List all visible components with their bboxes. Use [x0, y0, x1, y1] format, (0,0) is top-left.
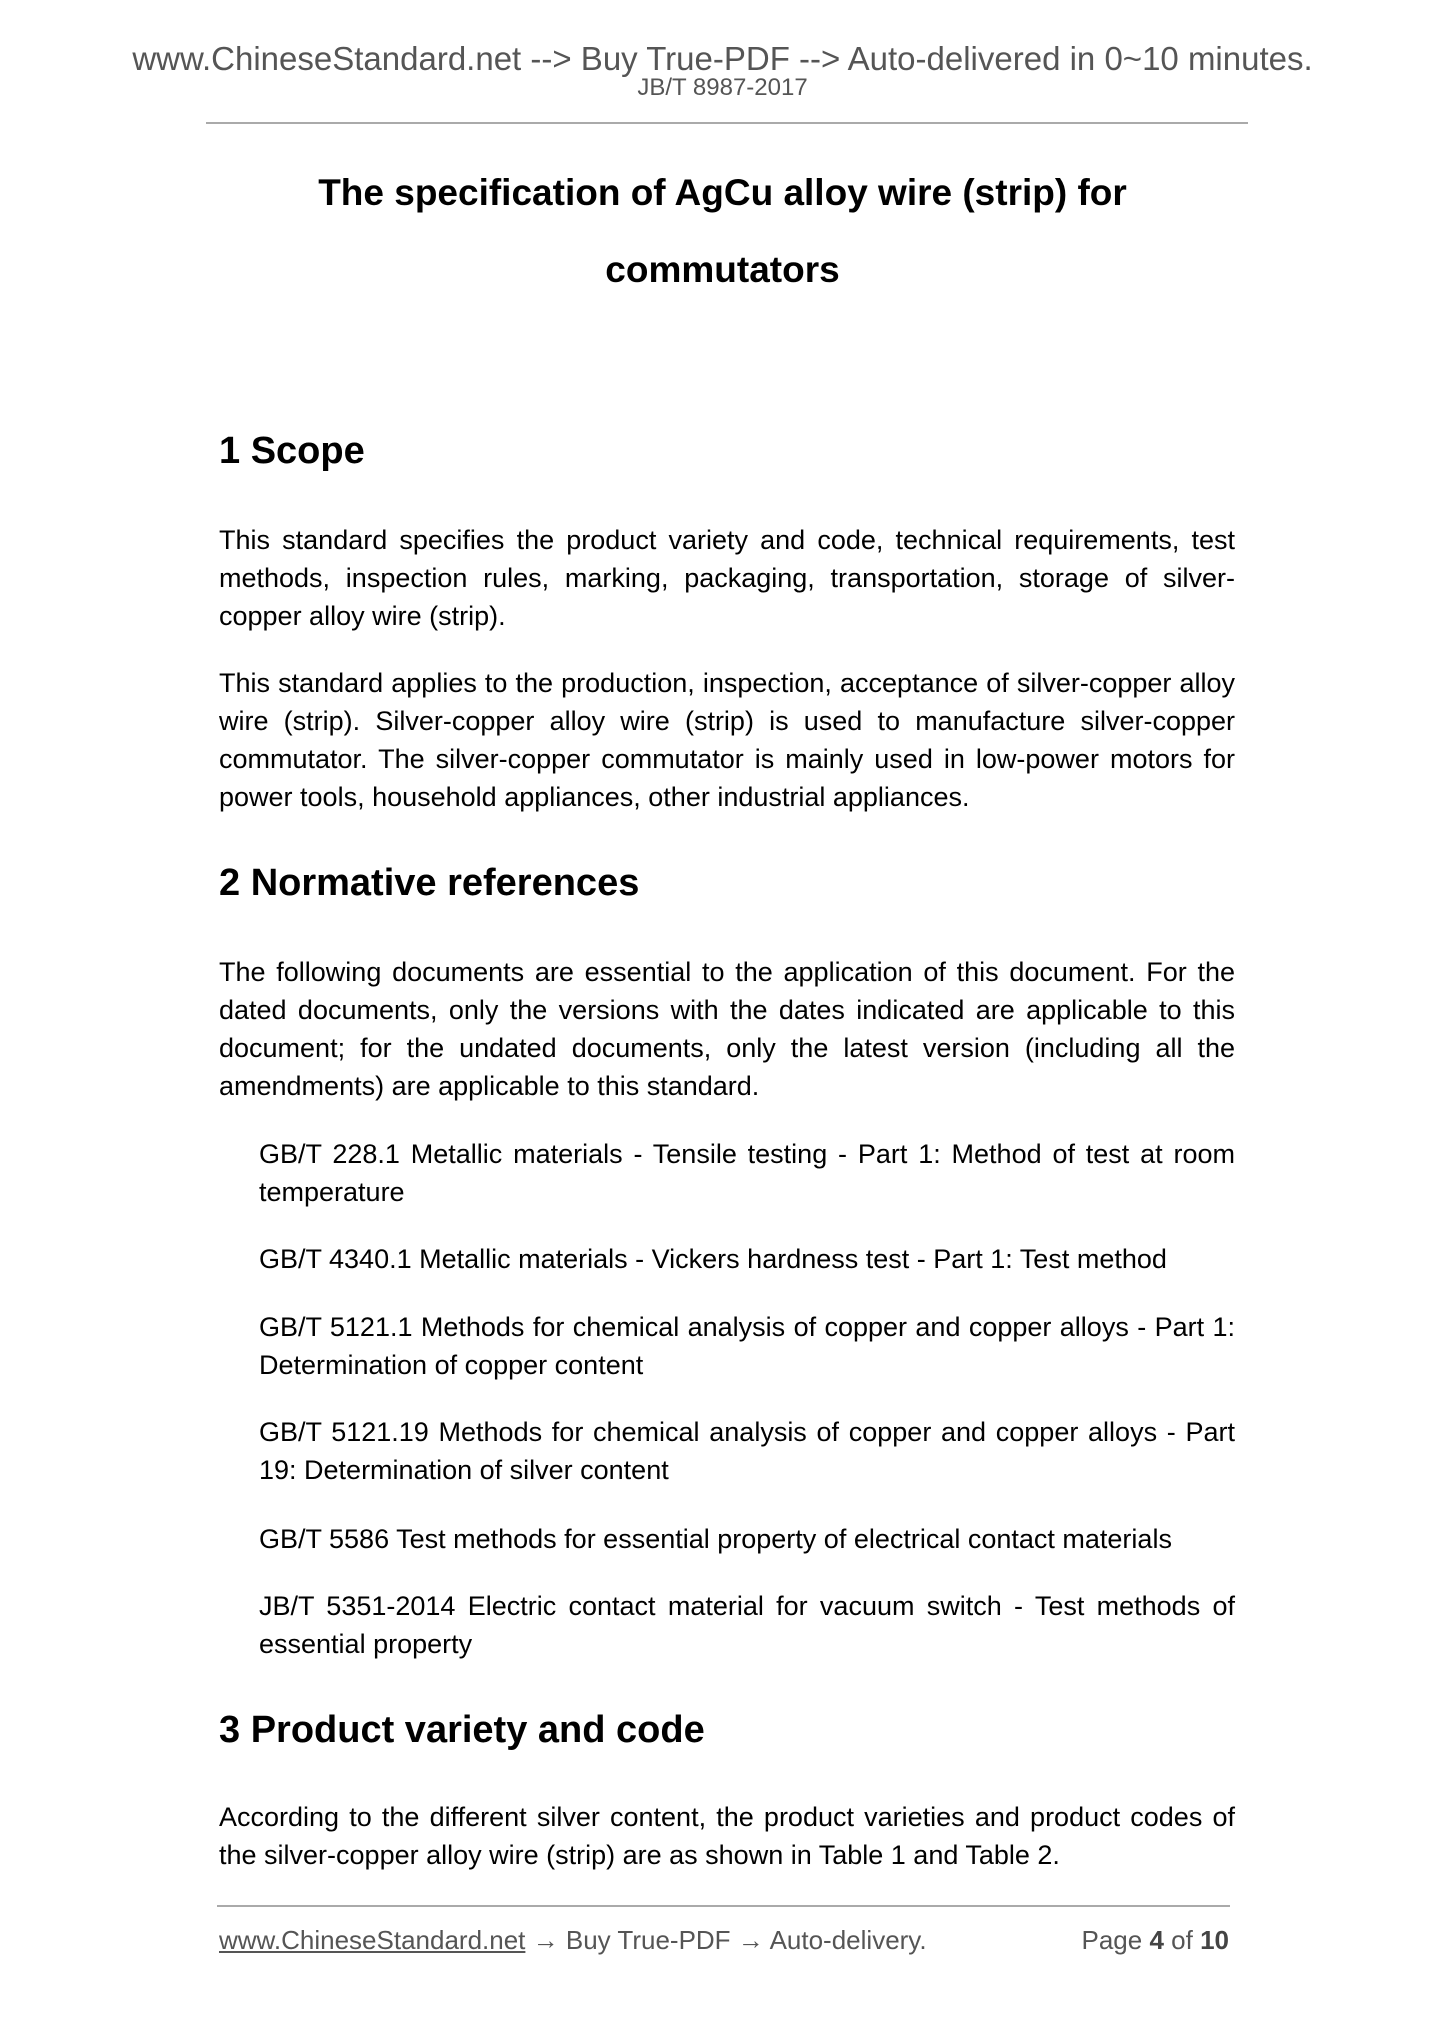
normative-intro: The following documents are essential to the application of this document. For the dated documents, only the versions with the dates indicated are applicable to this document; for the undated documents, only the latest version (including all the amendments) are applicable to this standard.	[219, 957, 1235, 1101]
product-paragraph: According to the different silver content, the product varieties and product codes of the silver-copper alloy wire (strip) are as shown in Table 1 and Table 2.	[219, 1802, 1235, 1870]
page-indicator	[1081, 1925, 1229, 1956]
footer-tagline: → Buy True-PDF → Auto-delivery.	[525, 1925, 927, 1955]
reference-item: JB/T 5351-2014 Electric contact material for vacuum switch - Test methods of essential property	[259, 1591, 1235, 1659]
footer-link[interactable]: www.ChineseStandard.net	[219, 1925, 526, 1955]
footer-divider	[217, 1905, 1230, 1907]
heading-scope: 1 Scope	[219, 430, 365, 472]
reference-item: GB/T 5121.19 Methods for chemical analysis of copper and copper alloys - Part 19: Determination of silver content	[259, 1417, 1235, 1485]
standard-code: JB/T 8987-2017	[637, 74, 808, 101]
reference-item: GB/T 4340.1 Metallic materials - Vickers hardness test - Part 1: Test method	[259, 1244, 1167, 1274]
reference-item: GB/T 228.1 Metallic materials - Tensile testing - Part 1: Method of test at room temperature	[259, 1139, 1235, 1207]
heading-normative-references: 2 Normative references	[219, 862, 640, 904]
heading-product-variety: 3 Product variety and code	[219, 1709, 705, 1751]
page-label: Page	[1081, 1925, 1143, 1955]
document-title-line1: The specification of AgCu alloy wire (strip) for	[318, 172, 1127, 213]
footer-text	[219, 1925, 927, 1956]
scope-paragraph-2: This standard applies to the production, inspection, acceptance of silver-copper alloy wire (strip). Silver-copper alloy wire (strip) is used to manufacture silver-copper commutator. The silver-copper commutator is mainly used in low-power motors for power tools, household appliances, other industrial appliances.	[219, 668, 1235, 812]
header-divider	[206, 122, 1248, 124]
of-label: of	[1171, 1925, 1193, 1955]
page-total: 10	[1200, 1925, 1229, 1955]
scope-paragraph-1: This standard specifies the product variety and code, technical requirements, test methods, inspection rules, marking, packaging, transportation, storage of silver-copper alloy wire (strip).	[219, 525, 1235, 631]
document-title-line2: commutators	[605, 249, 840, 290]
page-current: 4	[1149, 1925, 1164, 1955]
header-banner: www.ChineseStandard.net --> Buy True-PDF --> Auto-delivered in 0~10 minutes.	[132, 40, 1313, 77]
reference-item: GB/T 5586 Test methods for essential property of electrical contact materials	[259, 1524, 1172, 1554]
reference-item: GB/T 5121.1 Methods for chemical analysis of copper and copper alloys - Part 1: Determination of copper content	[259, 1312, 1235, 1380]
